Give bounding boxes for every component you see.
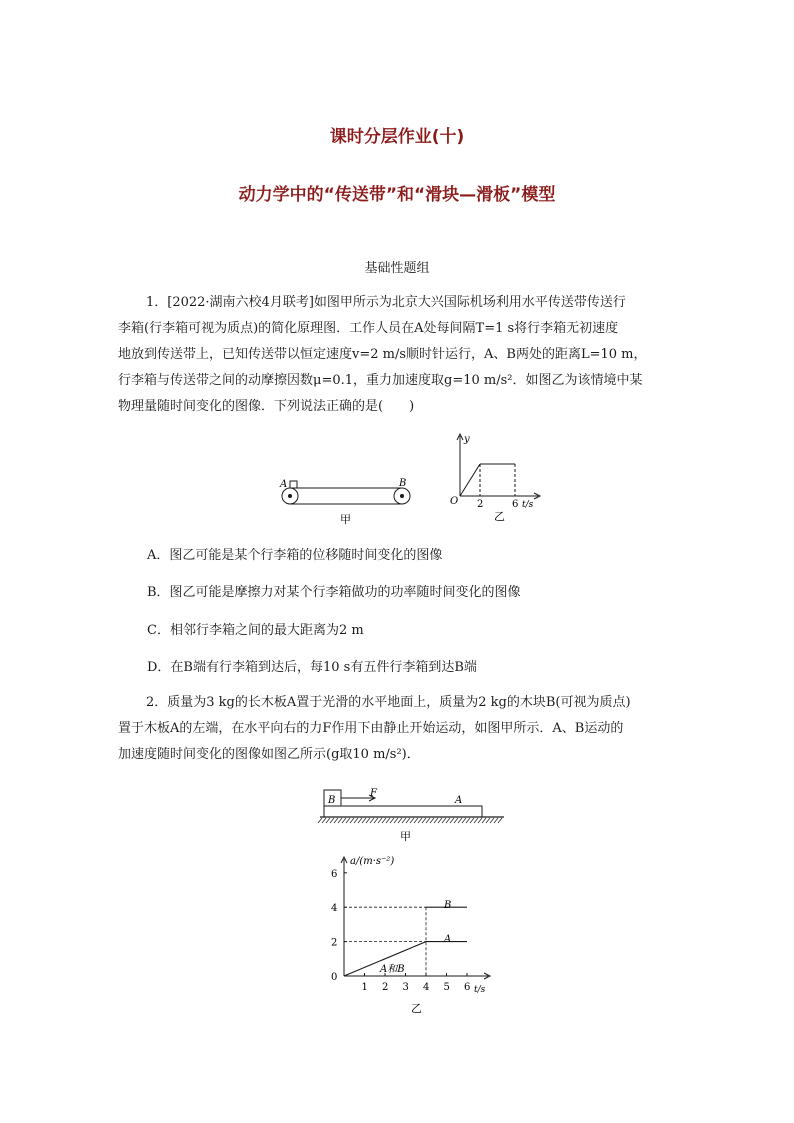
hatch-mark (342, 818, 346, 823)
hatch-mark (378, 818, 382, 823)
figure-caption: 甲 (400, 830, 411, 843)
page-title: 课时分层作业(十) (329, 127, 465, 147)
question-1-text (118, 290, 678, 420)
hatch-mark (410, 818, 414, 823)
hatch-mark (354, 818, 358, 823)
series-label-a: A (444, 934, 452, 945)
hatch-mark (478, 818, 482, 823)
figure-caption: 甲 (340, 513, 351, 526)
y-tick-label: 2 (331, 937, 338, 949)
hatch-mark (458, 818, 462, 823)
hatch-mark (350, 818, 354, 823)
hatch-mark (470, 818, 474, 823)
hatch-mark (446, 818, 450, 823)
q1-line: 李箱(行李箱可视为质点)的简化原理图．工作人员在A处每间隔T=1 s将行李箱无初速度 (118, 321, 619, 336)
x-tick-label: 4 (423, 982, 430, 993)
x-tick-label: 6 (464, 982, 471, 993)
hatch-mark (450, 818, 454, 823)
option-b: B．图乙可能是摩擦力对某个行李箱做功的功率随时间变化的图像 (147, 585, 521, 600)
figure-caption: 乙 (494, 510, 505, 523)
hatch-mark (366, 818, 370, 823)
section-heading: 基础性题组 (364, 261, 430, 276)
hatch-mark (486, 818, 490, 823)
hatch-mark (326, 818, 330, 823)
q1-graph-figure (438, 430, 548, 524)
hatch-mark (454, 818, 458, 823)
q1-line: 行李箱与传送带之间的动摩擦因数μ=0.1，重力加速度取g=10 m/s²．如图乙为该情境中某 (118, 373, 643, 388)
y-axis-label: a/(m·s⁻²) (350, 856, 395, 867)
hatch-mark (498, 818, 502, 823)
label-a: A (280, 479, 288, 490)
hatch-mark (346, 818, 350, 823)
hatch-mark (318, 818, 322, 823)
q1-line: 物理量随时间变化的图像．下列说法正确的是( ) (118, 399, 415, 414)
hatch-mark (474, 818, 478, 823)
page-subtitle: 动力学中的“传送带”和“滑块—滑板”模型 (238, 185, 556, 205)
hatch-mark (386, 818, 390, 823)
q1-line: 地放到传送带上，已知传送带以恒定速度v=2 m/s顺时针运行，A、B两处的距离L=10 m， (118, 347, 647, 362)
hatch-mark (374, 818, 378, 823)
series-label-b: B (444, 900, 452, 911)
hatch-mark (382, 818, 386, 823)
hatch-mark (338, 818, 342, 823)
hatch-mark (394, 818, 398, 823)
hatch-mark (358, 818, 362, 823)
hatch-mark (414, 818, 418, 823)
hatch-mark (418, 818, 422, 823)
graph-rising-segment (460, 464, 480, 496)
hatch-mark (322, 818, 326, 823)
q2-line: 2．质量为3 kg的长木板A置于光滑的水平地面上，质量为2 kg的木块B(可视为质点) (146, 695, 631, 710)
hatch-mark (494, 818, 498, 823)
option-d: D．在B端有行李箱到达后，每10 s有五件行李箱到达B端 (147, 660, 477, 675)
tick-label-2: 2 (477, 499, 484, 510)
q2-board-figure (316, 784, 508, 844)
option-c: C．相邻行李箱之间的最大距离为2 m (147, 623, 364, 638)
hatch-mark (482, 818, 486, 823)
x-tick-label: 2 (382, 982, 389, 993)
luggage-box (290, 481, 297, 488)
board-a (324, 806, 482, 817)
hatch-mark (362, 818, 366, 823)
hatch-mark (490, 818, 494, 823)
q2-line: 加速度随时间变化的图像如图乙所示(g取10 m/s²)． (118, 747, 420, 762)
hatch-mark (370, 818, 374, 823)
series-label-a-and-b: A和B (380, 964, 405, 975)
hatch-mark (466, 818, 470, 823)
hatch-mark (390, 818, 394, 823)
hatch-mark (398, 818, 402, 823)
tick-label-6: 6 (512, 499, 519, 510)
hatch-mark (334, 818, 338, 823)
right-pulley-axle (400, 494, 404, 498)
hatch-mark (462, 818, 466, 823)
y-axis-label: y (464, 434, 470, 445)
option-a: A．图乙可能是某个行李箱的位移随时间变化的图像 (147, 548, 443, 563)
label-b: B (328, 795, 336, 806)
label-b: B (399, 478, 407, 489)
label-a: A (455, 795, 463, 806)
left-pulley-axle (288, 494, 292, 498)
x-tick-label: 1 (361, 982, 368, 993)
x-tick-label: 5 (443, 982, 450, 993)
x-axis-label: t/s (474, 985, 486, 995)
hatch-mark (430, 818, 434, 823)
label-f: F (370, 788, 377, 799)
origin-label: O (450, 496, 459, 507)
hatch-mark (426, 818, 430, 823)
y-tick-label: 6 (331, 868, 338, 880)
hatch-mark (330, 818, 334, 823)
hatch-mark (434, 818, 438, 823)
figure-caption: 乙 (411, 1002, 422, 1015)
q1-conveyor-figure (276, 474, 416, 530)
y-tick-label: 0 (331, 972, 338, 983)
q1-line: 1．[2022·湖南六校4月联考]如图甲所示为北京大兴国际机场利用水平传送带传送行 (146, 295, 626, 310)
x-axis-label: t/s (522, 500, 534, 510)
hatch-mark (402, 818, 406, 823)
hatch-mark (406, 818, 410, 823)
hatch-mark (422, 818, 426, 823)
x-tick-label: 3 (402, 982, 409, 993)
y-tick-label: 4 (331, 903, 338, 915)
ground-hatching (318, 818, 502, 823)
q2-line: 置于木板A的左端，在水平向右的力F作用下由静止开始运动，如图甲所示．A、B运动的 (118, 721, 624, 736)
hatch-mark (442, 818, 446, 823)
hatch-mark (438, 818, 442, 823)
q2-acceleration-graph (324, 850, 500, 1020)
question-2-text (118, 690, 678, 768)
